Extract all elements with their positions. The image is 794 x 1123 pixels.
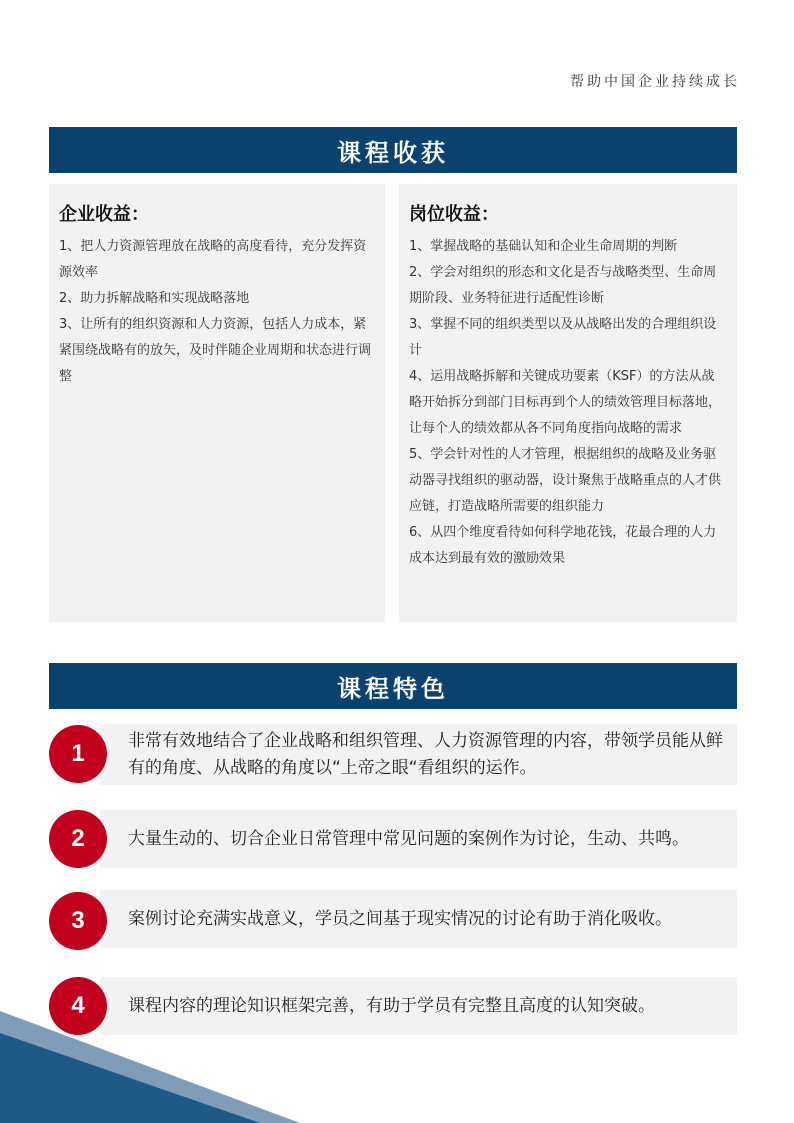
features-banner [49,663,737,709]
features-title: 课程特色 [337,674,449,703]
feature-text: 案例讨论充满实战意义，学员之间基于现实情况的讨论有助于消化吸收。 [128,908,672,929]
feature-text: 课程内容的理论知识框架完善，有助于学员有完整且高度的认知突破。 [128,995,655,1016]
position-benefits-heading: 岗位收益： [409,204,499,225]
list-item: 5、学会针对性的人才管理，根据组织的战略及业务驱动器寻找组织的驱动器，设计聚焦于战略重点的人才供应链，打造战略所需要的组织能力 [409,447,722,514]
feature-number-badge: 1 [49,725,107,783]
feature-number-badge: 4 [49,977,107,1035]
feature-item-2 [100,810,737,868]
list-item: 6、从四个维度看待如何科学地花钱，花最合理的人力成本达到最有效的激励效果 [409,525,717,566]
enterprise-benefits-list [59,234,375,390]
list-item: 3、掌握不同的组织类型以及从战略出发的合理组织设计 [409,317,717,358]
list-item: 4、运用战略拆解和关键成功要素（KSF）的方法从战略开始拆分到部门目标再到个人的绩效管理目标落地，让每个人的绩效都从各不同角度指向战略的需求 [409,369,722,436]
gains-title: 课程收获 [337,138,449,167]
feature-item-3 [100,890,737,948]
enterprise-benefits-panel [49,184,385,622]
position-benefits-panel [399,184,737,622]
tagline: 帮助中国企业持续成长 [570,74,740,90]
feature-number-badge: 2 [49,810,107,868]
position-benefits-list [409,234,727,572]
enterprise-benefits-heading: 企业收益： [59,204,149,225]
list-item: 3、让所有的组织资源和人力资源，包括人力成本，紧紧围绕战略有的放矢，及时伴随企业周期和状态进行调整 [59,317,372,384]
feature-item-1 [100,724,737,785]
feature-text: 大量生动的、切合企业日常管理中常见问题的案例作为讨论，生动、共鸣。 [128,828,689,849]
feature-text: 非常有效地结合了企业战略和组织管理、人力资源管理的内容，带领学员能从鲜有的角度、从战略的角度以“上帝之眼“看组织的运作。 [128,730,723,778]
list-item: 1、把人力资源管理放在战略的高度看待，充分发挥资源效率 [59,239,367,280]
corner-decoration [0,1011,330,1123]
list-item: 2、助力拆解战略和实现战略落地 [59,291,250,306]
feature-number-badge: 3 [49,892,107,950]
list-item: 2、学会对组织的形态和文化是否与战略类型、生命周期阶段、业务特征进行适配性诊断 [409,265,717,306]
decoration-triangle-dark [0,1033,260,1123]
list-item: 1、掌握战略的基础认知和企业生命周期的判断 [409,239,678,254]
gains-banner [49,127,737,173]
